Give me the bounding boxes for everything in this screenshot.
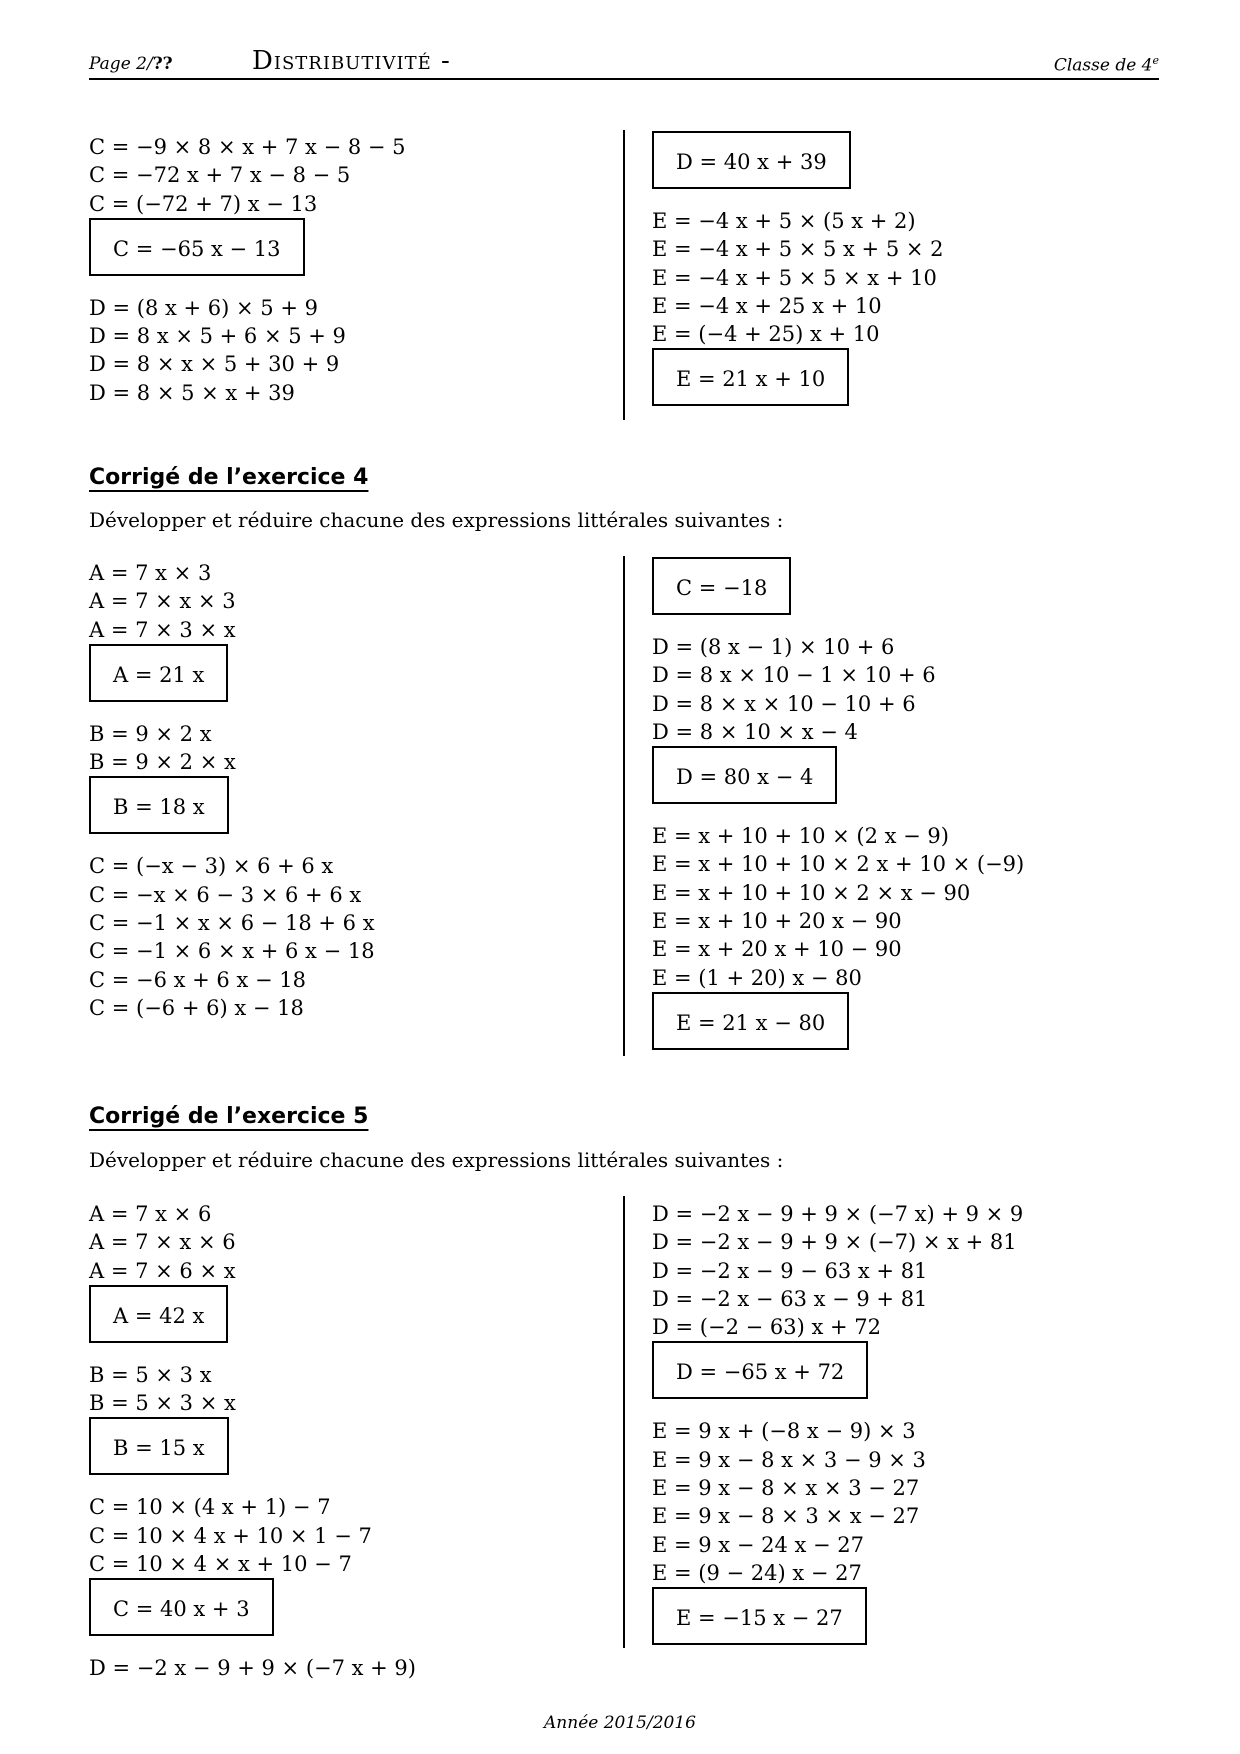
expr-line: D = (8 x − 1) × 10 + 6 <box>652 635 895 659</box>
result-box: C = −65 x − 13 <box>89 218 305 276</box>
top-left-column <box>89 133 406 407</box>
top-right-column <box>652 131 944 410</box>
expr-line: E = (9 − 24) x − 27 <box>652 1560 862 1585</box>
expr-line: E = x + 10 + 10 × 2 × x − 90 <box>652 880 971 905</box>
expr-line: C = −x × 6 − 3 × 6 + 6 x <box>89 882 362 907</box>
page-footer: Année 2015/2016 <box>544 1713 696 1733</box>
expr-line: B = 5 × 3 x <box>89 1362 212 1387</box>
expr-line: C = (−6 + 6) x − 18 <box>89 995 304 1020</box>
result-box: B = 18 x <box>89 776 229 834</box>
expr-line: C = −6 x + 6 x − 18 <box>89 967 306 992</box>
column-divider <box>623 130 625 420</box>
result-box: D = 80 x − 4 <box>652 746 837 804</box>
expr-line: A = 7 x × 6 <box>89 1202 212 1226</box>
exercise-4-left-column <box>89 559 375 1022</box>
expr-line: A = 7 × 3 × x <box>89 617 236 642</box>
column-divider <box>623 556 625 1056</box>
expr-line: C = 10 × (4 x + 1) − 7 <box>89 1495 331 1520</box>
expr-line: C = (−x − 3) × 6 + 6 x <box>89 854 334 879</box>
expr-line: E = x + 10 + 20 x − 90 <box>652 909 902 934</box>
expr-line: E = 9 x + (−8 x − 9) × 3 <box>652 1419 916 1444</box>
result-box: D = −65 x + 72 <box>652 1341 868 1399</box>
expr-line: C = 10 × 4 × x + 10 − 7 <box>89 1552 352 1577</box>
class-sup: e <box>1152 54 1159 67</box>
expr-line: D = −2 x − 9 + 9 × (−7) × x + 81 <box>652 1230 1017 1255</box>
expr-line: D = (8 x + 6) × 5 + 9 <box>89 295 318 320</box>
expr-line: E = (−4 + 25) x + 10 <box>652 322 880 347</box>
expr-line: E = 9 x − 8 × 3 × x − 27 <box>652 1504 920 1529</box>
result-box: A = 42 x <box>89 1285 228 1343</box>
column-divider <box>623 1196 625 1648</box>
exercise-5-title: Corrigé de l’exercice 5 <box>89 1104 369 1129</box>
expr-line: A = 7 × x × 3 <box>89 589 236 614</box>
result-box: E = −15 x − 27 <box>652 1587 867 1645</box>
expr-line: D = (−2 − 63) x + 72 <box>652 1315 881 1340</box>
expr-line: E = x + 20 x + 10 − 90 <box>652 937 902 962</box>
expr-line: D = 8 × x × 10 − 10 + 6 <box>652 691 916 716</box>
exercise-4-right-column <box>652 557 1024 1054</box>
expr-line: A = 7 × x × 6 <box>89 1230 236 1255</box>
expr-line: D = 8 x × 10 − 1 × 10 + 6 <box>652 663 936 688</box>
expr-line: C = (−72 + 7) x − 13 <box>89 191 318 216</box>
expr-line: D = 8 × x × 5 + 30 + 9 <box>89 352 340 377</box>
expr-line: D = −2 x − 9 + 9 × (−7 x) + 9 × 9 <box>652 1202 1024 1226</box>
expr-line: E = −4 x + 25 x + 10 <box>652 293 882 318</box>
page-header <box>89 46 1159 80</box>
result-box: D = 40 x + 39 <box>652 131 851 189</box>
expr-line: D = 8 × 5 × x + 39 <box>89 380 295 405</box>
expr-line: E = −4 x + 5 × 5 x + 5 × 2 <box>652 237 944 262</box>
expr-line: B = 9 × 2 x <box>89 721 212 746</box>
expr-line: B = 5 × 3 × x <box>89 1391 236 1416</box>
exercise-4-instruction: Développer et réduire chacune des expressions littérales suivantes : <box>89 508 784 532</box>
class-text: Classe de 4 <box>1053 55 1153 76</box>
expr-line: E = (1 + 20) x − 80 <box>652 965 862 990</box>
expr-line: D = 8 × 10 × x − 4 <box>652 719 858 744</box>
expr-line: A = 7 x × 3 <box>89 561 212 585</box>
expr-line: E = −4 x + 5 × 5 × x + 10 <box>652 265 937 290</box>
expr-line: C = −72 x + 7 x − 8 − 5 <box>89 163 351 188</box>
exercise-5-left-column <box>89 1200 416 1683</box>
expr-line: B = 9 × 2 × x <box>89 750 236 775</box>
expr-line: A = 7 × 6 × x <box>89 1258 236 1283</box>
expr-line: E = 9 x − 8 x × 3 − 9 × 3 <box>652 1447 926 1472</box>
exercise-5-instruction: Développer et réduire chacune des expressions littérales suivantes : <box>89 1148 784 1172</box>
exercise-4-title: Corrigé de l’exercice 4 <box>89 465 369 490</box>
expr-line: E = x + 10 + 10 × (2 x − 9) <box>652 824 949 849</box>
expr-line: D = 8 x × 5 + 6 × 5 + 9 <box>89 324 346 349</box>
expr-line: C = −1 × 6 × x + 6 x − 18 <box>89 939 375 964</box>
result-box: A = 21 x <box>89 644 228 702</box>
expr-line: C = −9 × 8 × x + 7 x − 8 − 5 <box>89 135 406 159</box>
expr-line: D = −2 x − 9 − 63 x + 81 <box>652 1258 928 1283</box>
expr-line: D = −2 x − 9 + 9 × (−7 x + 9) <box>89 1656 416 1681</box>
result-box: C = −18 <box>652 557 791 615</box>
class-label <box>1054 54 1159 76</box>
expr-line: C = 10 × 4 x + 10 × 1 − 7 <box>89 1523 372 1548</box>
result-box: E = 21 x − 80 <box>652 992 849 1050</box>
result-box: E = 21 x + 10 <box>652 348 849 406</box>
expr-line: C = −1 × x × 6 − 18 + 6 x <box>89 911 375 936</box>
result-box: C = 40 x + 3 <box>89 1578 274 1636</box>
exercise-5-right-column <box>652 1200 1023 1649</box>
page-number <box>89 54 173 74</box>
result-box: B = 15 x <box>89 1417 229 1475</box>
expr-line: D = −2 x − 63 x − 9 + 81 <box>652 1286 928 1311</box>
page-total: ?? <box>152 54 173 74</box>
page-label: Page 2/ <box>89 54 153 74</box>
expr-line: E = 9 x − 8 × x × 3 − 27 <box>652 1476 920 1501</box>
expr-line: E = 9 x − 24 x − 27 <box>652 1532 865 1557</box>
document-title: Distributivité - <box>252 46 451 76</box>
expr-line: E = −4 x + 5 × (5 x + 2) <box>652 209 916 233</box>
expr-line: E = x + 10 + 10 × 2 x + 10 × (−9) <box>652 852 1025 877</box>
